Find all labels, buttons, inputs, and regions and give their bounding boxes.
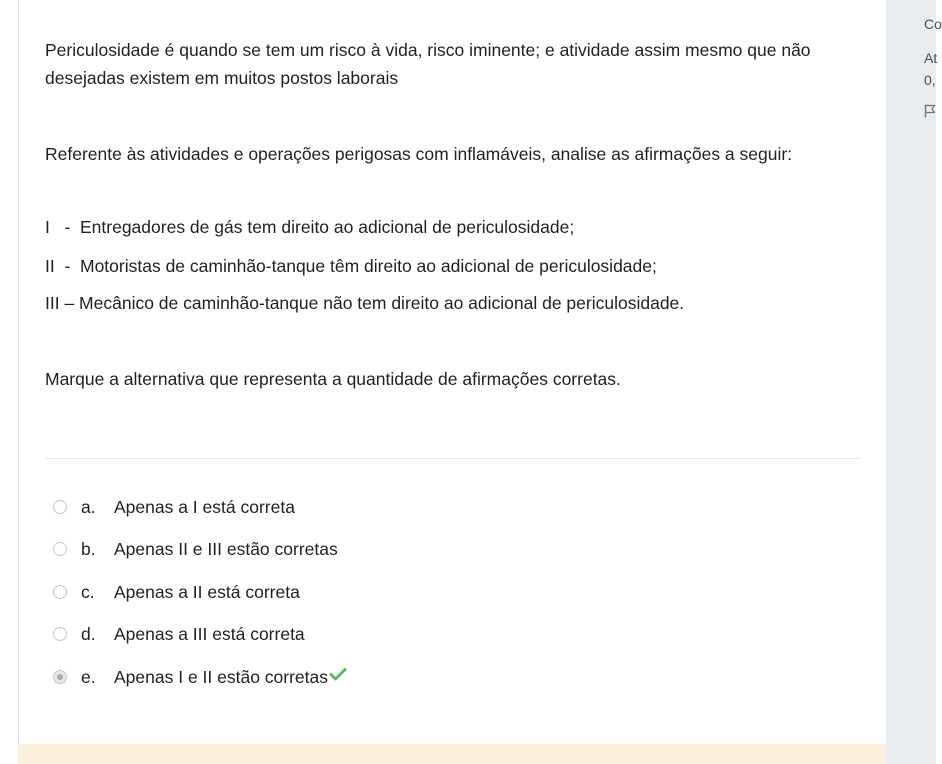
answer-option-c[interactable] xyxy=(53,579,300,605)
option-text-e: Apenas I e II estão corretas xyxy=(114,666,329,687)
option-letter-a: a. xyxy=(81,496,96,517)
question-prompt: Marque a alternativa que representa a quantidade de afirmações corretas. xyxy=(45,369,621,389)
option-text-a: Apenas a I está correta xyxy=(114,496,295,517)
check-icon xyxy=(329,665,347,683)
answer-option-a[interactable] xyxy=(53,494,295,520)
radio-button-b[interactable] xyxy=(53,542,67,556)
statement-2: II - Motoristas de caminhão-tanque têm direito ao adicional de periculosidade; xyxy=(45,256,657,276)
flag-icon[interactable] xyxy=(924,104,936,118)
sidebar-grade-label: At xyxy=(924,50,938,66)
option-text-c: Apenas a II está correta xyxy=(114,581,300,602)
option-letter-d: d. xyxy=(81,623,96,644)
question-paragraph-1 xyxy=(45,36,865,92)
answer-option-e[interactable] xyxy=(53,664,347,690)
radio-button-c[interactable] xyxy=(53,585,67,599)
option-text-d: Apenas a III está correta xyxy=(114,623,305,644)
option-letter-b: b. xyxy=(81,538,96,559)
sidebar-grade-value: 0, xyxy=(924,72,936,88)
option-text-b: Apenas II e III estão corretas xyxy=(114,538,338,559)
question-paragraph-2: Referente às atividades e operações perigosas com inflamáveis, analise as afirmações a seguir: xyxy=(45,144,793,164)
option-letter-c: c. xyxy=(81,581,95,602)
statement-3: III – Mecânico de caminhão-tanque não tem direito ao adicional de periculosidade. xyxy=(45,293,685,313)
radio-button-d[interactable] xyxy=(53,627,67,641)
question-card xyxy=(18,0,886,764)
answer-option-d[interactable] xyxy=(53,621,305,647)
question-paragraph-1-line-1: Periculosidade é quando se tem um risco à vida, risco iminente; e atividade assim mesmo que não xyxy=(45,40,811,60)
sidebar-status-text: Co xyxy=(924,16,942,32)
statement-1: I - Entregadores de gás tem direito ao adicional de periculosidade; xyxy=(45,217,575,237)
radio-button-e[interactable] xyxy=(53,670,67,684)
question-info-sidebar xyxy=(886,0,942,764)
question-paragraph-1-line-2: desejadas existem em muitos postos laborais xyxy=(45,68,399,88)
answer-option-b[interactable] xyxy=(53,536,338,562)
option-letter-e: e. xyxy=(81,666,96,687)
left-gutter xyxy=(0,0,18,764)
divider xyxy=(45,458,861,459)
radio-button-a[interactable] xyxy=(53,500,67,514)
feedback-bar xyxy=(18,744,886,764)
